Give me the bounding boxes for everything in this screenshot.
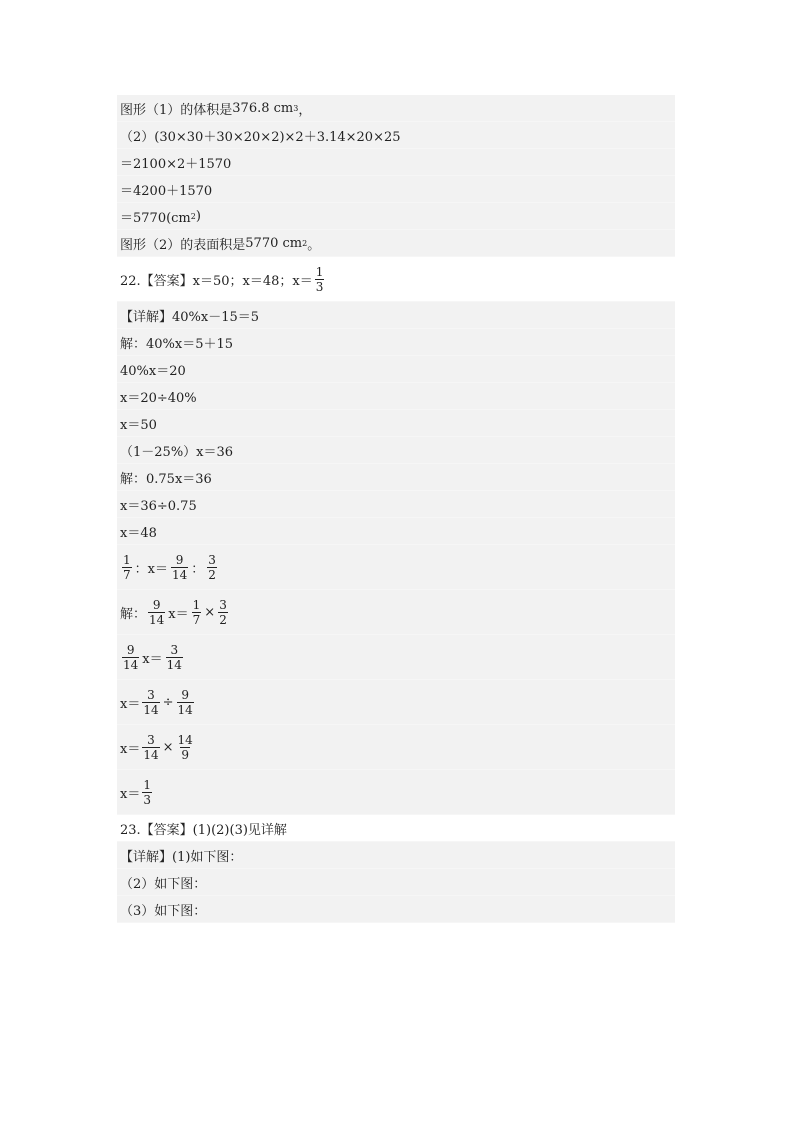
denominator: 14: [166, 657, 182, 672]
fraction: [171, 554, 188, 581]
text: （3）如下图：: [120, 903, 207, 919]
text: 图形（2）的表面积是: [120, 237, 246, 253]
denominator: 9: [181, 747, 189, 762]
numerator: 1: [315, 264, 324, 279]
denominator: 14: [171, 567, 188, 582]
numerator: 3: [170, 642, 179, 657]
text: x＝36÷0.75: [120, 498, 197, 514]
q22-step: [117, 329, 675, 356]
q22-step: [117, 410, 675, 437]
fraction: [177, 734, 194, 761]
punct: ，: [298, 102, 312, 118]
value: 5770 cm: [245, 235, 303, 251]
text: 23.【答案】(1)(2)(3)见详解: [120, 822, 287, 838]
operator: x＝: [142, 651, 163, 667]
exponent: 2: [190, 211, 196, 221]
text: 图形（1）的体积是: [120, 102, 233, 118]
numerator: 3: [208, 552, 216, 567]
numerator: 1: [192, 597, 201, 612]
fraction: [142, 734, 159, 761]
operator: ÷: [162, 694, 174, 710]
text: 22.【答案】x＝50；x＝48；x＝: [120, 273, 313, 289]
operator: ：x＝: [134, 561, 168, 577]
text: 解：40%x＝5＋15: [120, 336, 234, 352]
text: 40%x＝20: [120, 363, 186, 379]
q22-ratio-step: [117, 635, 675, 680]
operator: ：: [191, 561, 205, 577]
q22-step: [117, 437, 675, 464]
line-volume-result: [117, 95, 675, 122]
q23-detail: [117, 869, 675, 896]
text: x＝20÷40%: [120, 390, 197, 406]
denominator: 2: [208, 567, 216, 582]
line-area-formula: [117, 122, 675, 149]
q22-ratio-result: [117, 770, 675, 815]
numerator: 3: [219, 597, 227, 612]
q23-detail: [117, 896, 675, 923]
q22-ratio-step: [117, 680, 675, 725]
q22-step: [117, 491, 675, 518]
value: 376.8 cm: [232, 100, 294, 116]
line-area-step-3: [117, 203, 675, 230]
q22-answer: [117, 257, 675, 302]
denominator: 14: [149, 612, 165, 627]
numerator: 9: [152, 597, 161, 612]
numerator: 1: [143, 777, 151, 792]
text: 【详解】(1)如下图：: [120, 849, 243, 865]
text: ＝4200＋1570: [120, 183, 213, 199]
q22-step: [117, 464, 675, 491]
fraction: [122, 554, 132, 581]
operator: ×: [204, 604, 216, 620]
punct: 。: [307, 237, 321, 253]
numerator: 9: [126, 642, 135, 657]
fraction: [122, 644, 139, 671]
operator: ×: [162, 739, 174, 755]
text: 解：: [120, 606, 147, 622]
q22-ratio-step: [117, 590, 675, 635]
q22-ratio-equation: [117, 545, 675, 590]
numerator: 3: [147, 687, 155, 702]
numerator: 14: [177, 732, 193, 747]
q22-step: [117, 356, 675, 383]
fraction: [142, 689, 159, 716]
line-area-result: [117, 230, 675, 257]
numerator: 3: [147, 732, 155, 747]
fraction: [177, 689, 194, 716]
text: x＝: [120, 741, 141, 757]
denominator: 7: [123, 567, 131, 582]
fraction: [192, 599, 202, 626]
text: 解：0.75x＝36: [120, 471, 212, 487]
denominator: 14: [123, 657, 139, 672]
q23-answer: [117, 815, 675, 842]
text: x＝: [120, 696, 141, 712]
exponent: 2: [302, 238, 308, 248]
text: （1－25%）x＝36: [120, 444, 234, 460]
text: x＝50: [120, 417, 157, 433]
fraction: [207, 554, 217, 581]
denominator: 3: [315, 279, 324, 294]
line-area-step-2: [117, 176, 675, 203]
q22-ratio-step: [117, 725, 675, 770]
denominator: 14: [143, 747, 159, 762]
line-area-step-1: [117, 149, 675, 176]
q22-step: [117, 383, 675, 410]
numerator: 1: [123, 552, 131, 567]
text: （2）如下图：: [120, 876, 207, 892]
operator: x＝: [168, 606, 189, 622]
text: x＝48: [120, 525, 157, 541]
denominator: 14: [143, 702, 159, 717]
fraction: [148, 599, 165, 626]
fraction: [315, 266, 325, 293]
numerator: 9: [175, 552, 184, 567]
exponent: 3: [293, 103, 299, 113]
q23-detail: [117, 842, 675, 869]
text: x＝: [120, 786, 141, 802]
fraction: [166, 644, 183, 671]
q22-step: [117, 518, 675, 545]
text: 【详解】40%x－15＝5: [120, 309, 260, 325]
text: ): [195, 208, 201, 224]
denominator: 3: [143, 792, 151, 807]
denominator: 7: [192, 612, 201, 627]
numerator: 9: [181, 687, 189, 702]
text: ＝5770(cm: [120, 210, 191, 226]
text: ＝2100×2＋1570: [120, 156, 232, 172]
denominator: 2: [219, 612, 227, 627]
text: （2）(30×30＋30×20×2)×2＋3.14×20×25: [120, 129, 401, 145]
solution-content: [117, 95, 675, 923]
fraction: [218, 599, 228, 626]
q22-detail: [117, 302, 675, 329]
denominator: 14: [177, 702, 193, 717]
fraction: [142, 779, 152, 806]
